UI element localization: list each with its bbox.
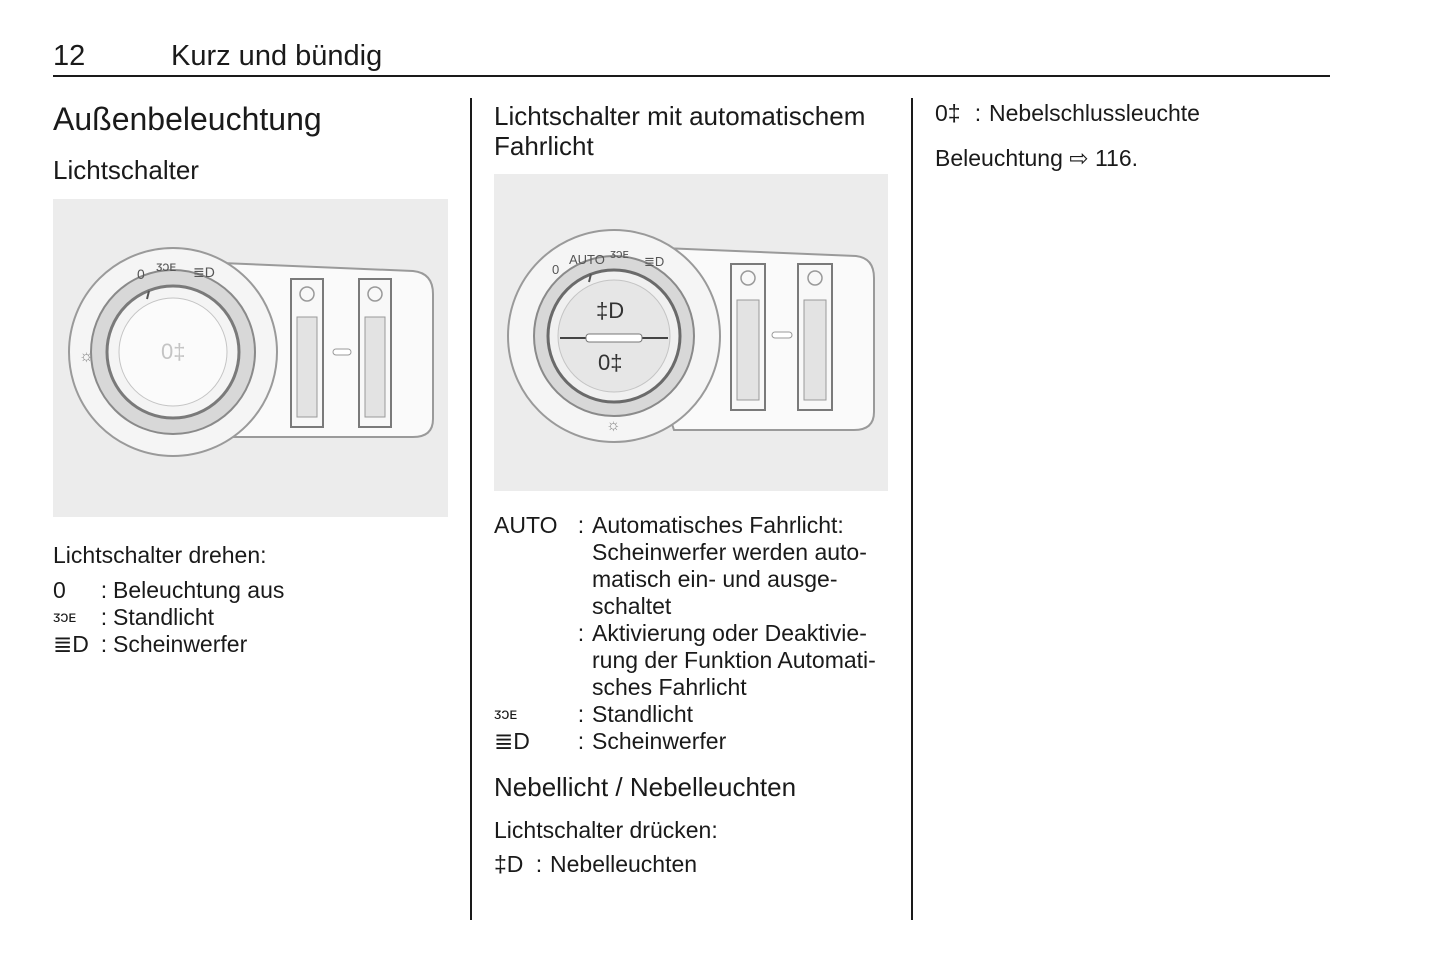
item-text: Standlicht (113, 604, 215, 630)
list-item (53, 604, 453, 631)
subsection-heading: Lichtschalter (53, 155, 199, 185)
light-switch-illustration (53, 199, 448, 517)
figure-side-label: ᴣᴐᴇ (610, 246, 629, 261)
chapter-title: Kurz und bündig (171, 40, 383, 72)
reference-arrow-icon: ⇨ (1069, 145, 1089, 171)
header-rule (53, 75, 1330, 77)
light-switch-figure (53, 199, 448, 517)
list-item (494, 728, 894, 755)
list-item (53, 631, 453, 658)
item-key (494, 620, 570, 701)
item-key: ≣D (494, 728, 530, 754)
item-key: 0‡ (935, 100, 961, 126)
auto-switch-positions-list (494, 512, 894, 755)
item-key: AUTO (494, 512, 558, 538)
figure-side-label: ᴣᴐᴇ (156, 258, 177, 274)
item-key: ᴣᴐᴇ (494, 706, 518, 723)
item-separator: : (100, 604, 108, 630)
item-separator: : (577, 728, 585, 754)
fog-item (494, 851, 894, 878)
intro-text: Lichtschalter drehen: (53, 542, 267, 568)
item-text: Automatisches Fahrlicht: Scheinwerfer werden automatisch ein- und ausgeschaltet (592, 512, 867, 619)
list-item (53, 577, 453, 604)
section-heading: Außenbeleuchtung (53, 101, 322, 137)
item-text: Scheinwerfer (113, 631, 248, 657)
item-separator: : (100, 631, 108, 657)
list-item (494, 512, 894, 620)
sun-icon: ☼ (79, 348, 94, 365)
figure-fog-rear-label: 0‡ (161, 339, 186, 364)
sun-icon: ☼ (606, 417, 621, 434)
item-separator: : (100, 577, 108, 603)
section-heading-auto: Lichtschalter mit automatischem Fahrlicht (494, 101, 866, 161)
item-separator: : (974, 100, 982, 126)
page-number: 12 (53, 40, 86, 72)
figure-head-label: ≣D (193, 264, 215, 280)
item-text: Standlicht (592, 701, 694, 727)
fog-subheading: Nebellicht / Nebelleuchten (494, 772, 797, 802)
fog-intro-text: Lichtschalter drücken: (494, 817, 718, 843)
figure-auto-label: AUTO (569, 252, 605, 267)
item-separator: : (577, 512, 585, 538)
item-separator: : (577, 701, 585, 727)
switch-positions-list (53, 577, 453, 658)
item-separator: : (577, 620, 585, 646)
figure-off-label: 0 (137, 266, 145, 282)
item-text: Nebelschlussleuchte (989, 100, 1200, 126)
item-text: Nebelleuchten (550, 851, 698, 877)
figure-fog-front-label: ‡D (596, 298, 625, 323)
item-text: Scheinwerfer (592, 728, 727, 754)
reference-page-link[interactable]: 116. (1094, 145, 1139, 171)
list-item (494, 701, 894, 728)
item-key: ᴣᴐᴇ (53, 609, 77, 626)
column-divider-1 (470, 98, 472, 920)
item-key: ≣D (53, 631, 89, 657)
item-text: Beleuchtung aus (113, 577, 285, 603)
item-separator: : (535, 851, 543, 877)
figure-head-label: ≣D (644, 254, 665, 269)
column-divider-2 (911, 98, 913, 920)
rear-fog-item (935, 100, 1335, 127)
item-key: ‡D (494, 851, 524, 877)
auto-light-switch-illustration (494, 174, 888, 491)
item-text: Aktivierung oder Deaktivierung der Funktion Automatisches Fahrlicht (592, 620, 876, 700)
item-key: 0 (53, 577, 66, 603)
auto-light-switch-figure (494, 174, 888, 491)
figure-off-label: 0 (552, 262, 560, 277)
reference-text: Beleuchtung (935, 145, 1063, 171)
list-item (494, 620, 894, 701)
cross-reference (935, 145, 1138, 172)
figure-fog-rear-label: 0‡ (598, 350, 623, 375)
